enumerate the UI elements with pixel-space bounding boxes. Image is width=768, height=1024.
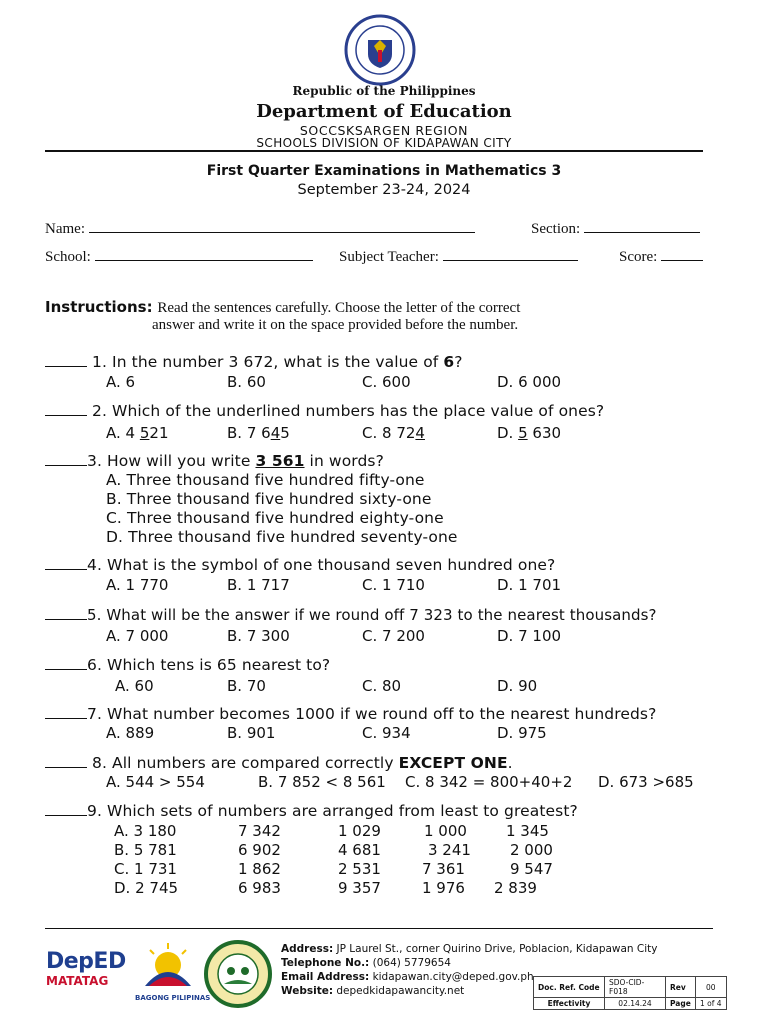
- question-7: 7. What number becomes 1000 if we round off to the nearest hundreds?: [45, 705, 656, 724]
- q2-option-a: A. 4 521: [106, 424, 169, 442]
- q7-option-d: D. 975: [497, 724, 547, 742]
- q8-option-c: C. 8 342 = 800+40+2: [405, 773, 573, 791]
- answer-blank-4[interactable]: [45, 556, 87, 570]
- q5-option-c: C. 7 200: [362, 627, 425, 645]
- q1-option-c: C. 600: [362, 373, 411, 391]
- question-6: 6. Which tens is 65 nearest to?: [45, 656, 330, 675]
- answer-blank-1[interactable]: [45, 353, 87, 367]
- question-4: 4. What is the symbol of one thousand seven hundred one?: [45, 556, 555, 575]
- division-line: SCHOOLS DIVISION OF KIDAPAWAN CITY: [256, 136, 512, 150]
- q8-option-a: A. 544 > 554: [106, 773, 205, 791]
- matatag-logo-text: MATATAG: [46, 974, 109, 988]
- rev-value: 00: [695, 977, 726, 998]
- q9-row-c-col4: 7 361: [422, 860, 465, 878]
- page-label: Page: [666, 998, 696, 1010]
- answer-blank-7[interactable]: [45, 705, 87, 719]
- q9-row-b-col3: 4 681: [338, 841, 381, 859]
- school-field[interactable]: [45, 249, 313, 266]
- q5-option-a: A. 7 000: [106, 627, 169, 645]
- q9-row-d-col3: 9 357: [338, 879, 381, 897]
- q4-option-d: D. 1 701: [497, 576, 562, 594]
- answer-blank-5[interactable]: [45, 606, 87, 620]
- exam-date: September 23-24, 2024: [297, 182, 471, 198]
- q9-row-a-col5: 1 345: [506, 822, 549, 840]
- effectivity-value: 02.14.24: [605, 998, 666, 1010]
- deped-logo-text: DepED: [46, 949, 126, 974]
- instructions-line2: answer and write it on the space provided before the number.: [152, 317, 519, 333]
- q9-row-b-col1: B. 5 781: [114, 841, 177, 859]
- question-1: 1. In the number 3 672, what is the value of 6?: [45, 353, 463, 372]
- footer-website[interactable]: Website: depedkidapawancity.net: [281, 985, 465, 997]
- q9-row-c-col2: 1 862: [238, 860, 281, 878]
- footer-address: Address: JP Laurel St., corner Quirino Drive, Poblacion, Kidapawan City: [281, 943, 658, 955]
- section-field[interactable]: [531, 221, 700, 238]
- q3-option-c: C. Three thousand five hundred eighty-one: [106, 509, 444, 527]
- q1-option-a: A. 6: [106, 373, 136, 391]
- q2-option-b: B. 7 645: [227, 424, 290, 442]
- answer-blank-3[interactable]: [45, 452, 87, 466]
- question-2: 2. Which of the underlined numbers has the place value of ones?: [45, 402, 604, 421]
- q7-option-b: B. 901: [227, 724, 276, 742]
- q3-option-d: D. Three thousand five hundred seventy-one: [106, 528, 458, 546]
- answer-blank-8[interactable]: [45, 754, 87, 768]
- answer-blank-6[interactable]: [45, 656, 87, 670]
- document-reference-table: [533, 976, 727, 1010]
- department-title: Department of Education: [256, 101, 512, 122]
- q7-option-a: A. 889: [106, 724, 155, 742]
- q7-option-c: C. 934: [362, 724, 411, 742]
- q2-option-d: D. 5 630: [497, 424, 562, 442]
- q3-option-b: B. Three thousand five hundred sixty-one: [106, 490, 432, 508]
- q6-option-b: B. 70: [227, 677, 266, 695]
- q9-row-a-col3: 1 029: [338, 822, 381, 840]
- teacher-label: Subject Teacher:: [339, 249, 439, 265]
- effectivity-label: Effectivity: [534, 998, 605, 1010]
- q9-row-a-col4: 1 000: [424, 822, 467, 840]
- q1-option-d: D. 6 000: [497, 373, 562, 391]
- question-3: 3. How will you write 3 561 in words?: [45, 452, 384, 471]
- answer-blank-2[interactable]: [45, 402, 87, 416]
- q9-row-c-col5: 9 547: [510, 860, 553, 878]
- q4-option-b: B. 1 717: [227, 576, 290, 594]
- bagong-pilipinas-text: BAGONG PILIPINAS: [135, 994, 211, 1002]
- q8-option-d: D. 673 >685: [598, 773, 694, 791]
- bagong-pilipinas-logo: [135, 940, 211, 1004]
- question-8: 8. All numbers are compared correctly EXCEPT ONE.: [45, 754, 513, 773]
- header-divider: [45, 150, 703, 152]
- q9-row-a-col2: 7 342: [238, 822, 281, 840]
- deped-seal: [334, 14, 426, 86]
- q2-option-c: C. 8 724: [362, 424, 425, 442]
- doc-ref-value: SDO-CID-F018: [605, 977, 666, 998]
- q4-option-c: C. 1 710: [362, 576, 425, 594]
- q3-option-a: A. Three thousand five hundred fifty-one: [106, 471, 425, 489]
- score-field[interactable]: [619, 249, 703, 266]
- q4-option-a: A. 1 770: [106, 576, 169, 594]
- q9-row-d-col5: 2 839: [494, 879, 537, 897]
- q9-row-c-col1: C. 1 731: [114, 860, 177, 878]
- q5-option-b: B. 7 300: [227, 627, 290, 645]
- page-value: 1 of 4: [695, 998, 726, 1010]
- q9-row-b-col5: 2 000: [510, 841, 553, 859]
- q9-row-d-col1: D. 2 745: [114, 879, 179, 897]
- instructions: Instructions: Read the sentences carefully. Choose the letter of the correct: [45, 298, 521, 316]
- question-9: 9. Which sets of numbers are arranged from least to greatest?: [45, 802, 578, 821]
- footer-email[interactable]: Email Address: kidapawan.city@deped.gov.ph: [281, 971, 534, 983]
- republic-line: Republic of the Philippines: [292, 84, 476, 98]
- question-5: 5. What will be the answer if we round off 7 323 to the nearest thousands?: [45, 606, 657, 625]
- division-seal-logo: [204, 940, 272, 1008]
- q6-option-d: D. 90: [497, 677, 538, 695]
- region-line: SOCCSKSARGEN REGION: [299, 123, 469, 138]
- teacher-field[interactable]: [339, 249, 578, 266]
- q9-row-b-col2: 6 902: [238, 841, 281, 859]
- footer-telephone: Telephone No.: (064) 5779654: [281, 957, 451, 969]
- instructions-label: Instructions: [45, 298, 147, 316]
- doc-ref-label: Doc. Ref. Code: [534, 977, 605, 998]
- q5-option-d: D. 7 100: [497, 627, 562, 645]
- footer-divider: [45, 928, 713, 929]
- q8-option-b: B. 7 852 < 8 561: [258, 773, 386, 791]
- name-field[interactable]: [45, 221, 475, 238]
- section-label: Section:: [531, 221, 581, 237]
- q9-row-d-col4: 1 976: [422, 879, 465, 897]
- school-label: School:: [45, 249, 91, 265]
- rev-label: Rev: [666, 977, 696, 998]
- q9-row-b-col4: 3 241: [428, 841, 471, 859]
- q6-option-a: A. 60: [115, 677, 154, 695]
- exam-title: First Quarter Examinations in Mathematics 3: [206, 163, 562, 179]
- instructions-line1: Read the sentences carefully. Choose the letter of the correct: [157, 300, 521, 316]
- q9-row-d-col2: 6 983: [238, 879, 281, 897]
- name-label: Name:: [45, 221, 85, 237]
- score-label: Score:: [619, 249, 658, 265]
- deped-matatag-logo: [46, 949, 126, 996]
- q6-option-c: C. 80: [362, 677, 402, 695]
- q1-option-b: B. 60: [227, 373, 266, 391]
- q9-row-a-col1: A. 3 180: [114, 822, 177, 840]
- answer-blank-9[interactable]: [45, 802, 87, 816]
- q9-row-c-col3: 2 531: [338, 860, 381, 878]
